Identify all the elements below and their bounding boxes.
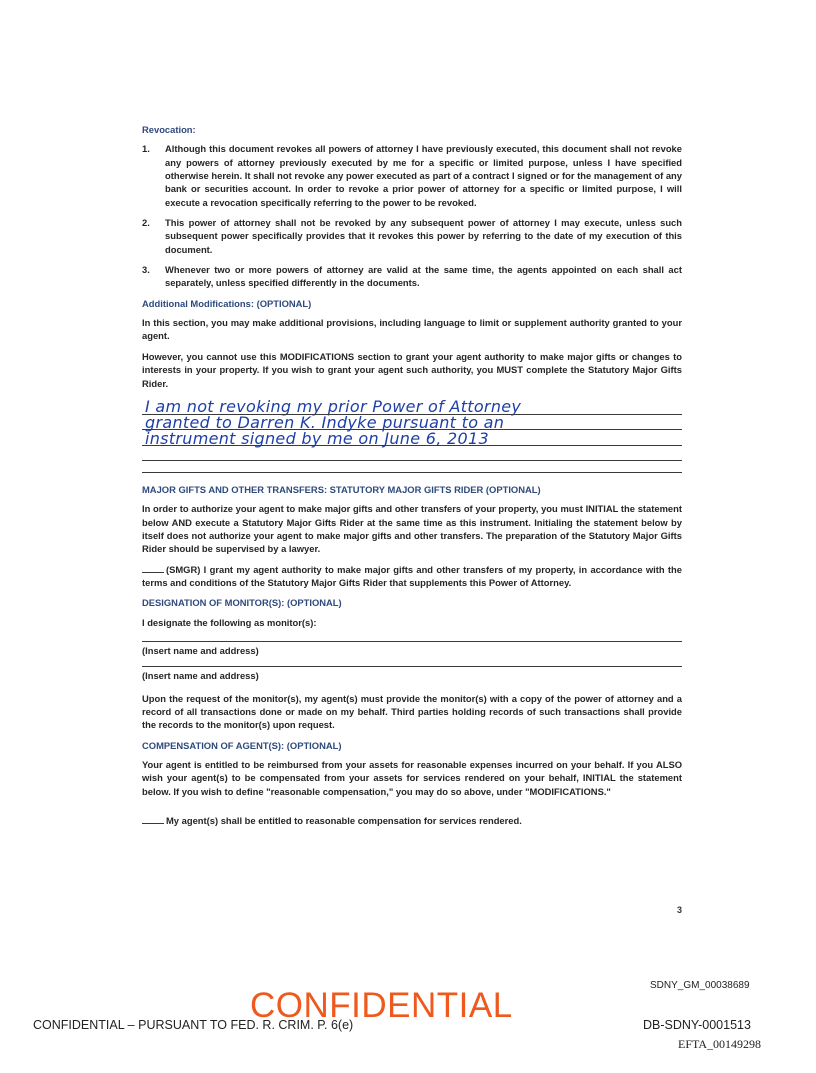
revocation-item [142, 142, 682, 209]
form-body [142, 123, 682, 834]
monitor-field-label: (Insert name and address) [142, 644, 259, 656]
compensation-text: My agent(s) shall be entitled to reasonable compensation for services rendered. [166, 815, 522, 827]
smgr-text: (SMGR) I grant my agent authority to make major gifts and other transfers of my property, in accordance with the terms and conditions of the Statutory Major Gifts Rider that supplements this Power of Attorney. [142, 563, 682, 588]
revocation-item [142, 263, 682, 290]
compensation-heading: COMPENSATION OF AGENT(S): (OPTIONAL) [142, 739, 342, 751]
writing-line [142, 472, 682, 473]
monitor-field-label: (Insert name and address) [142, 670, 259, 682]
major-gifts-heading: MAJOR GIFTS AND OTHER TRANSFERS: STATUTORY MAJOR GIFTS RIDER (OPTIONAL) [142, 483, 541, 495]
writing-line [142, 460, 682, 461]
handwritten-line: instrument signed by me on June 6, 2013 [145, 428, 489, 448]
compensation-statement [142, 814, 682, 827]
handwritten-line: I am not revoking my prior Power of Attorney [145, 396, 522, 416]
handwritten-modifications [142, 397, 682, 473]
initial-blank[interactable] [142, 823, 164, 824]
handwritten-line: granted to Darren K. Indyke pursuant to an [145, 412, 505, 432]
efta-number: EFTA_00149298 [678, 1037, 762, 1051]
monitors-intro: I designate the following as monitor(s): [142, 616, 317, 628]
compensation-para: Your agent is entitled to be reimbursed from your assets for reasonable expenses incurred on your behalf. If you ALSO wish your agent(s) to be compensated from your assets for services rendered on your behalf, INITIAL the statement below. If you wish to define "reasonable compensation," you may do so above, under "MODIFICATIONS." [142, 759, 682, 797]
writing-line [142, 445, 682, 446]
initial-blank[interactable] [142, 572, 164, 573]
confidential-stamp: CONFIDENTIAL [250, 986, 513, 1025]
smgr-statement [142, 563, 682, 590]
major-gifts-para: In order to authorize your agent to make major gifts and other transfers of your property, you must INITIAL the statement below AND execute a Statutory Major Gifts Rider at the same time as this instrument. Initialing the statement below by itself does not authorize your agent to make major gifts and other transfers. The preparation of the Statutory Major Gifts Rider should be supervised by a lawyer. [142, 503, 682, 555]
revocation-item [142, 216, 682, 256]
item-text: Whenever two or more powers of attorney are valid at the same time, the agents appointed on each shall act separately, unless specified differently in the documents. [165, 264, 682, 289]
bates-number: SDNY_GM_00038689 [650, 980, 750, 991]
page-number: 3 [677, 905, 683, 915]
monitor-name-line[interactable] [142, 641, 682, 642]
monitors-heading: DESIGNATION OF MONITOR(S): (OPTIONAL) [142, 597, 342, 609]
item-number: 3. [142, 264, 150, 276]
item-text: Although this document revokes all powers of attorney I have previously executed, this document shall not revoke any powers of attorney previously executed by me for a specific or limited purpose, unless I have specified otherwise herein. It shall not revoke any power executed as part of a contract I signed or for the management of any bank or securities account. In order to revoke a prior power of attorney for a specific or limited purpose, I will execute a revocation specifically referring to the power to be revoked. [165, 143, 682, 208]
modifications-heading: Additional Modifications: (OPTIONAL) [142, 297, 312, 309]
modifications-para: In this section, you may make additional provisions, including language to limit or supplement authority granted to your agent. [142, 317, 682, 342]
db-number: DB-SDNY-0001513 [643, 1018, 751, 1032]
confidentiality-notice: CONFIDENTIAL – PURSUANT TO FED. R. CRIM. P. 6(e) [33, 1018, 354, 1032]
revocation-heading: Revocation: [142, 124, 196, 135]
item-number: 1. [142, 143, 150, 155]
item-text: This power of attorney shall not be revoked by any subsequent power of attorney I may execute, unless such subsequent power specifically provides that it revokes this power by referring to the date of my execution of this document. [165, 217, 682, 255]
monitors-para: Upon the request of the monitor(s), my agent(s) must provide the monitor(s) with a copy of the power of attorney and a record of all transactions done or made on my behalf. Third parties holding records of such transactions shall provide the records to the monitor(s) upon request. [142, 692, 682, 731]
monitor-name-line[interactable] [142, 666, 682, 667]
modifications-para: However, you cannot use this MODIFICATIONS section to grant your agent authority to make major gifts or changes to interests in your property. If you wish to grant your agent such authority, you MUST complete the Statutory Major Gifts Rider. [142, 350, 682, 389]
item-number: 2. [142, 217, 150, 229]
